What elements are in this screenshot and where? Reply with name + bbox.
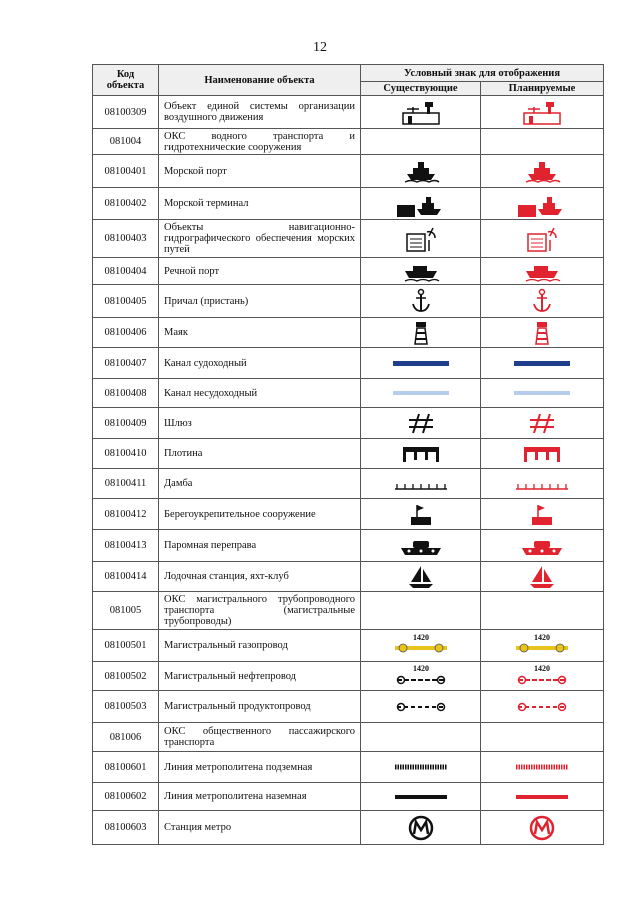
- object-name: Причал (пристань): [159, 285, 361, 318]
- object-code: 08100501: [93, 630, 159, 662]
- object-name: Канал несудоходный: [159, 379, 361, 408]
- product-pipeline-icon: [481, 691, 604, 723]
- object-code: 08100407: [93, 348, 159, 379]
- object-name: Речной порт: [159, 258, 361, 285]
- empty-cell: [481, 723, 604, 752]
- object-code: 081006: [93, 723, 159, 752]
- table-row: [93, 318, 604, 348]
- shore-protection-icon: [361, 499, 481, 530]
- empty-cell: [361, 723, 481, 752]
- embankment-icon: [361, 469, 481, 499]
- seaport-ship-icon: [481, 155, 604, 188]
- air-traffic-control-icon: [481, 96, 604, 129]
- air-traffic-control-icon: [361, 96, 481, 129]
- object-name: Магистральный нефтепровод: [159, 662, 361, 691]
- product-pipeline-icon: [361, 691, 481, 723]
- oil-pipeline-icon: [361, 662, 481, 691]
- empty-cell: [361, 129, 481, 155]
- table-row: [93, 592, 604, 630]
- object-code: 08100406: [93, 318, 159, 348]
- ferry-crossing-icon: [361, 530, 481, 562]
- object-code: 08100411: [93, 469, 159, 499]
- anchor-icon: [361, 285, 481, 318]
- object-code: 08100404: [93, 258, 159, 285]
- table-row: [93, 155, 604, 188]
- table-row: [93, 469, 604, 499]
- table-row: [93, 285, 604, 318]
- object-code: 08100413: [93, 530, 159, 562]
- table-row: [93, 439, 604, 469]
- object-name: Дамба: [159, 469, 361, 499]
- object-code: 08100503: [93, 691, 159, 723]
- table-row: [93, 723, 604, 752]
- gas-pipeline-icon: [361, 630, 481, 662]
- object-name: Станция метро: [159, 811, 361, 845]
- table-row: [93, 691, 604, 723]
- sea-terminal-icon: [481, 188, 604, 220]
- object-code: 081005: [93, 592, 159, 630]
- object-code: 08100403: [93, 220, 159, 258]
- ferry-crossing-icon: [481, 530, 604, 562]
- object-name: Магистральный газопровод: [159, 630, 361, 662]
- metro-station-icon: [481, 811, 604, 845]
- embankment-icon: [481, 469, 604, 499]
- navigation-hydrographic-icon: [361, 220, 481, 258]
- table-row: [93, 499, 604, 530]
- non-navigable-canal-line-icon: [361, 379, 481, 408]
- object-name: Шлюз: [159, 408, 361, 439]
- navigable-canal-line-icon: [361, 348, 481, 379]
- legend-table: [92, 64, 604, 845]
- non-navigable-canal-line-icon: [481, 379, 604, 408]
- object-code: 08100309: [93, 96, 159, 129]
- svg-text:1420: 1420: [412, 664, 429, 673]
- surface-metro-line-icon: [361, 783, 481, 811]
- sea-terminal-icon: [361, 188, 481, 220]
- metro-station-icon: [361, 811, 481, 845]
- table-row: [93, 129, 604, 155]
- navigation-hydrographic-icon: [481, 220, 604, 258]
- page-number: 12: [313, 40, 327, 55]
- table-row: [93, 348, 604, 379]
- object-code: 08100601: [93, 752, 159, 783]
- navigable-canal-line-icon: [481, 348, 604, 379]
- anchor-icon: [481, 285, 604, 318]
- lighthouse-icon: [481, 318, 604, 348]
- object-code: 08100502: [93, 662, 159, 691]
- header-planned: Планируемые: [481, 82, 604, 96]
- header-sign: Условный знак для отображения: [361, 65, 604, 82]
- object-code: 08100405: [93, 285, 159, 318]
- object-code: 08100602: [93, 783, 159, 811]
- table-row: [93, 783, 604, 811]
- underground-metro-line-icon: [361, 752, 481, 783]
- table-row: [93, 562, 604, 592]
- sailboat-icon: [481, 562, 604, 592]
- underground-metro-line-icon: [481, 752, 604, 783]
- object-code: 08100603: [93, 811, 159, 845]
- svg-text:1420: 1420: [412, 632, 429, 642]
- lock-gate-icon: [361, 408, 481, 439]
- object-name: Морской терминал: [159, 188, 361, 220]
- object-name: Морской порт: [159, 155, 361, 188]
- object-code: 08100401: [93, 155, 159, 188]
- svg-text:1420: 1420: [534, 632, 550, 642]
- table-row: [93, 662, 604, 691]
- table-row: [93, 811, 604, 845]
- sailboat-icon: [361, 562, 481, 592]
- object-name: ОКС общественного пассажирского транспорта: [159, 723, 361, 752]
- object-name: Объекты навигационно-гидрографического обеспечения морских путей: [159, 220, 361, 258]
- object-name: Магистральный продуктопровод: [159, 691, 361, 723]
- table-row: [93, 630, 604, 662]
- surface-metro-line-icon: [481, 783, 604, 811]
- gas-pipeline-icon: [481, 630, 604, 662]
- oil-pipeline-icon: [481, 662, 604, 691]
- object-name: Лодочная станция, яхт-клуб: [159, 562, 361, 592]
- seaport-ship-icon: [361, 155, 481, 188]
- object-code: 081004: [93, 129, 159, 155]
- object-name: ОКС водного транспорта и гидротехнические сооружения: [159, 129, 361, 155]
- table-row: [93, 379, 604, 408]
- table-row: [93, 220, 604, 258]
- header-name: Наименование объекта: [159, 65, 361, 96]
- table-row: [93, 752, 604, 783]
- river-port-boat-icon: [361, 258, 481, 285]
- table-row: [93, 188, 604, 220]
- dam-icon: [361, 439, 481, 469]
- shore-protection-icon: [481, 499, 604, 530]
- empty-cell: [481, 129, 604, 155]
- object-code: 08100410: [93, 439, 159, 469]
- object-name: Объект единой системы организации воздушного движения: [159, 96, 361, 129]
- table-row: [93, 96, 604, 129]
- header-code: Код объекта: [93, 65, 159, 96]
- empty-cell: [361, 592, 481, 630]
- object-name: Плотина: [159, 439, 361, 469]
- lock-gate-icon: [481, 408, 604, 439]
- header-existing: Существующие: [361, 82, 481, 96]
- table-row: [93, 408, 604, 439]
- table-row: [93, 530, 604, 562]
- dam-icon: [481, 439, 604, 469]
- object-name: Паромная переправа: [159, 530, 361, 562]
- object-code: 08100408: [93, 379, 159, 408]
- object-name: Канал судоходный: [159, 348, 361, 379]
- lighthouse-icon: [361, 318, 481, 348]
- svg-text:1420: 1420: [534, 664, 550, 673]
- river-port-boat-icon: [481, 258, 604, 285]
- object-code: 08100402: [93, 188, 159, 220]
- object-code: 08100409: [93, 408, 159, 439]
- object-name: Маяк: [159, 318, 361, 348]
- table-row: [93, 258, 604, 285]
- object-name: Берегоукрепительное сооружение: [159, 499, 361, 530]
- object-name: Линия метрополитена подземная: [159, 752, 361, 783]
- empty-cell: [481, 592, 604, 630]
- object-code: 08100414: [93, 562, 159, 592]
- object-code: 08100412: [93, 499, 159, 530]
- object-name: Линия метрополитена наземная: [159, 783, 361, 811]
- object-name: ОКС магистрального трубопроводного транспорта (магистральные трубопроводы): [159, 592, 361, 630]
